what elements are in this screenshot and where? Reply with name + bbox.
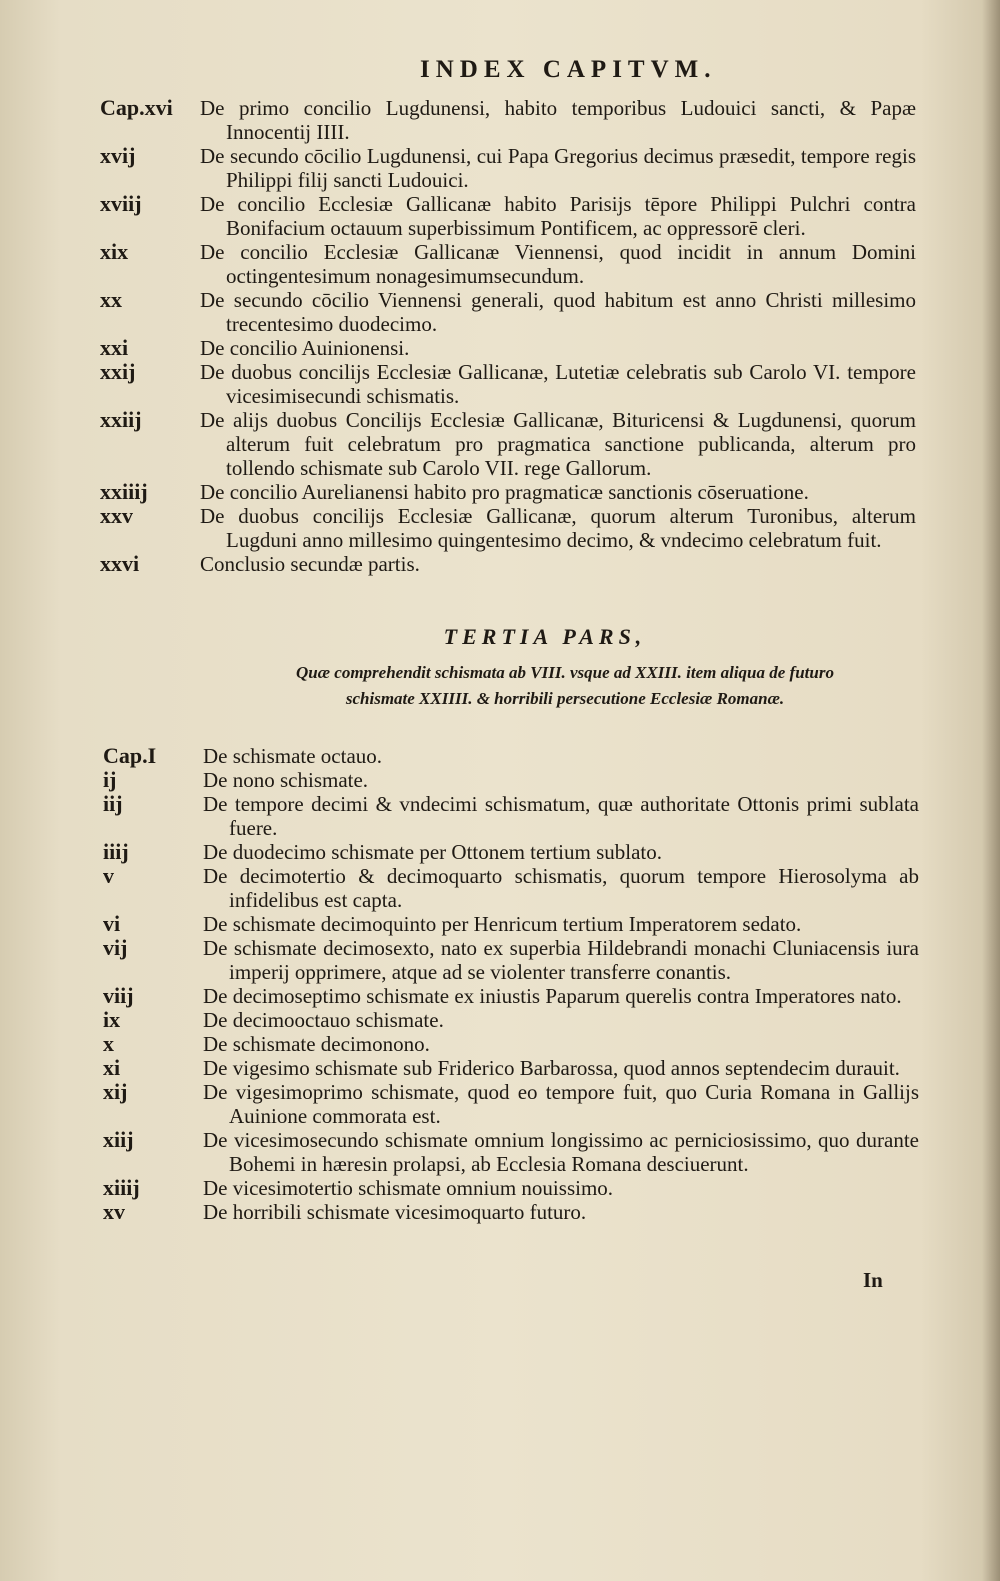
chapter-title: De alijs duobus Concilijs Ecclesiæ Gallicanæ, Bituricensi & Lugdunensi, quorum alterum fuit celebratum pro pragmatica sanctione publicanda, alterum pro tollendo schismate sub Carolo VII. rege Gallorum.	[200, 408, 916, 480]
chapter-number: xxiij	[100, 407, 142, 432]
chapter-title: De concilio Ecclesiæ Gallicanæ habito Parisijs tēpore Philippi Pulchri contra Bonifacium octauum superbissimum Pontificem, ac oppressorē cleri.	[200, 192, 916, 240]
chapter-title: De secundo cōcilio Lugdunensi, cui Papa Gregorius decimus præsedit, tempore regis Philippi filij sancti Ludouici.	[200, 144, 916, 192]
chapter-number: xvij	[100, 143, 136, 168]
toc-entry	[0, 936, 1000, 984]
chapter-number: xij	[103, 1079, 128, 1104]
chapter-number: xix	[100, 239, 129, 264]
chapter-number: xiij	[103, 1127, 134, 1152]
toc-entry	[0, 768, 1000, 792]
chapter-number: viij	[103, 983, 134, 1008]
chapter-number: xiiij	[103, 1175, 140, 1200]
chapter-title: De duobus concilijs Ecclesiæ Gallicanæ, quorum alterum Turonibus, alterum Lugduni anno millesimo quingentesimo decimo, & vndecimo celebratum fuit.	[200, 504, 916, 552]
chapter-title: De horribili schismate vicesimoquarto futuro.	[203, 1200, 587, 1224]
chapter-number: x	[103, 1031, 114, 1056]
chapter-title: De concilio Ecclesiæ Gallicanæ Viennensi, quod incidit in annum Domini octingentesimum nonagesimumsecundum.	[200, 240, 916, 288]
chapter-number: v	[103, 863, 114, 888]
chapter-title: De duobus concilijs Ecclesiæ Gallicanæ, Lutetiæ celebratis sub Carolo VI. tempore vicesimisecundi schismatis.	[200, 360, 916, 408]
toc-entry	[0, 288, 1000, 336]
chapter-number: xxv	[100, 503, 133, 528]
chapter-title: De primo concilio Lugdunensi, habito temporibus Ludouici sancti, & Papæ Innocentij IIII.	[200, 96, 916, 144]
chapter-number: Cap.I	[103, 743, 157, 768]
chapter-number: xx	[100, 287, 122, 312]
chapter-number: ij	[103, 767, 117, 792]
toc-entry	[0, 912, 1000, 936]
chapter-title: De decimooctauo schismate.	[203, 1008, 444, 1032]
toc-entry	[0, 144, 1000, 192]
catchword: In	[863, 1268, 883, 1292]
chapter-title: De schismate decimosexto, nato ex superbia Hildebrandi monachi Cluniacensis iura imperij opprimere, atque ad se violenter transferre conantis.	[203, 936, 919, 984]
chapter-number: xxiiij	[100, 479, 148, 504]
toc-entry	[0, 240, 1000, 288]
chapter-title: De concilio Aurelianensi habito pro pragmaticæ sanctionis cōseruatione.	[200, 480, 809, 504]
toc-entry	[0, 192, 1000, 240]
chapter-number: xviij	[100, 191, 142, 216]
chapter-title: De schismate decimoquinto per Henricum tertium Imperatorem sedato.	[203, 912, 802, 936]
chapter-number: xxvi	[100, 551, 140, 576]
toc-entry	[0, 864, 1000, 912]
part-heading: TERTIA PARS,	[443, 624, 647, 649]
chapter-title: De tempore decimi & vndecimi schismatum, quæ authoritate Ottonis primi sublata fuere.	[203, 792, 919, 840]
toc-entry	[0, 552, 1000, 576]
toc-entry	[0, 96, 1000, 144]
chapter-number: xi	[103, 1055, 121, 1080]
page-edge-shadow	[982, 0, 1000, 1581]
chapter-index-part-three	[0, 744, 1000, 1224]
chapter-number: vij	[103, 935, 128, 960]
toc-entry	[0, 1056, 1000, 1080]
chapter-title: De decimotertio & decimoquarto schismatis, quorum tempore Hierosolyma ab infidelibus est capta.	[203, 864, 919, 912]
toc-entry	[0, 336, 1000, 360]
chapter-title: De vicesimosecundo schismate omnium longissimo ac perniciosissimo, quo durante Bohemi in hæresin prolapsi, ab Ecclesia Romana desciuerunt.	[203, 1128, 919, 1176]
toc-entry	[0, 744, 1000, 768]
chapter-title: De concilio Auinionensi.	[200, 336, 410, 360]
chapter-number: Cap.xvi	[100, 95, 173, 120]
toc-entry	[0, 408, 1000, 480]
chapter-number: vi	[103, 911, 121, 936]
chapter-title: De secundo cōcilio Viennensi generali, quod habitum est anno Christi millesimo trecentesimo duodecimo.	[200, 288, 916, 336]
toc-entry	[0, 984, 1000, 1008]
chapter-number: iiij	[103, 839, 129, 864]
chapter-title: De vigesimoprimo schismate, quod eo tempore fuit, quo Curia Romana in Gallijs Auinione commorata est.	[203, 1080, 919, 1128]
toc-entry	[0, 360, 1000, 408]
toc-entry	[0, 792, 1000, 840]
chapter-index-part-two	[0, 96, 1000, 576]
toc-entry	[0, 1200, 1000, 1224]
chapter-number: xv	[103, 1199, 125, 1224]
chapter-title: De nono schismate.	[203, 768, 369, 792]
chapter-title: Conclusio secundæ partis.	[200, 552, 420, 576]
running-head: INDEX CAPITVM.	[420, 56, 717, 83]
chapter-title: De schismate decimonono.	[203, 1032, 430, 1056]
toc-entry	[0, 1032, 1000, 1056]
toc-entry	[0, 504, 1000, 552]
toc-entry	[0, 1008, 1000, 1032]
chapter-number: iij	[103, 791, 123, 816]
toc-entry	[0, 1128, 1000, 1176]
chapter-number: xxij	[100, 359, 136, 384]
toc-entry	[0, 840, 1000, 864]
chapter-title: De duodecimo schismate per Ottonem tertium sublato.	[203, 840, 662, 864]
chapter-title: De vicesimotertio schismate omnium nouissimo.	[203, 1176, 614, 1200]
toc-entry	[0, 1176, 1000, 1200]
chapter-title: De vigesimo schismate sub Friderico Barbarossa, quod annos septendecim durauit.	[203, 1056, 900, 1080]
toc-entry	[0, 480, 1000, 504]
toc-entry	[0, 1080, 1000, 1128]
chapter-title: De schismate octauo.	[203, 744, 383, 768]
part-description: Quæ comprehendit schismata ab VIII. vsque ad XXIII. item aliqua de futuro schismate XXIIII. & horribili persecutione Ecclesiæ Romanæ.	[296, 663, 834, 708]
chapter-number: ix	[103, 1007, 121, 1032]
chapter-title: De decimoseptimo schismate ex iniustis Paparum querelis contra Imperatores nato.	[203, 984, 902, 1008]
chapter-number: xxi	[100, 335, 129, 360]
